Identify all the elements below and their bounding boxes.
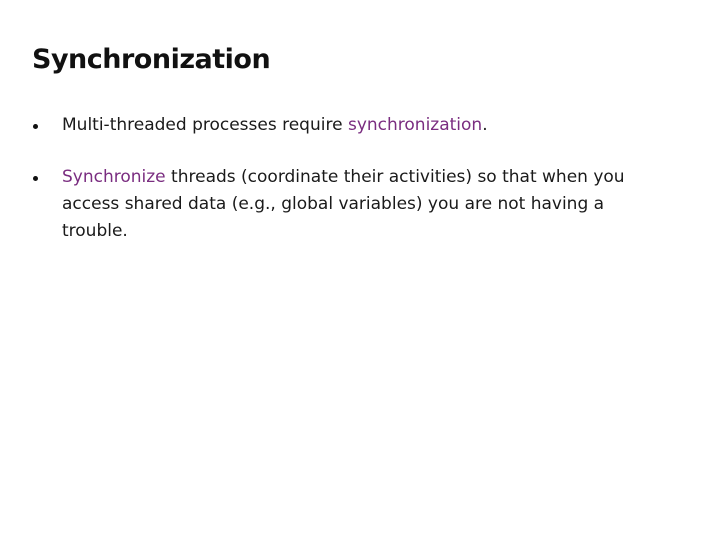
bullet-item bbox=[30, 164, 670, 245]
bullet-text-pre: Multi-threaded processes require bbox=[62, 115, 348, 135]
bullet-text-post: threads (coordinate their activities) so that when you access shared data (e.g., global variables) you are not having a trouble. bbox=[62, 167, 625, 241]
bullet-item bbox=[30, 112, 670, 139]
bullet-highlight: Synchronize bbox=[62, 167, 166, 187]
slide-title: Synchronization bbox=[32, 44, 271, 75]
bullet-icon bbox=[33, 124, 38, 129]
bullet-highlight: synchronization bbox=[347, 115, 483, 135]
bullet-list bbox=[30, 112, 670, 270]
bullet-icon bbox=[33, 176, 38, 181]
bullet-text-post: . bbox=[482, 115, 488, 135]
